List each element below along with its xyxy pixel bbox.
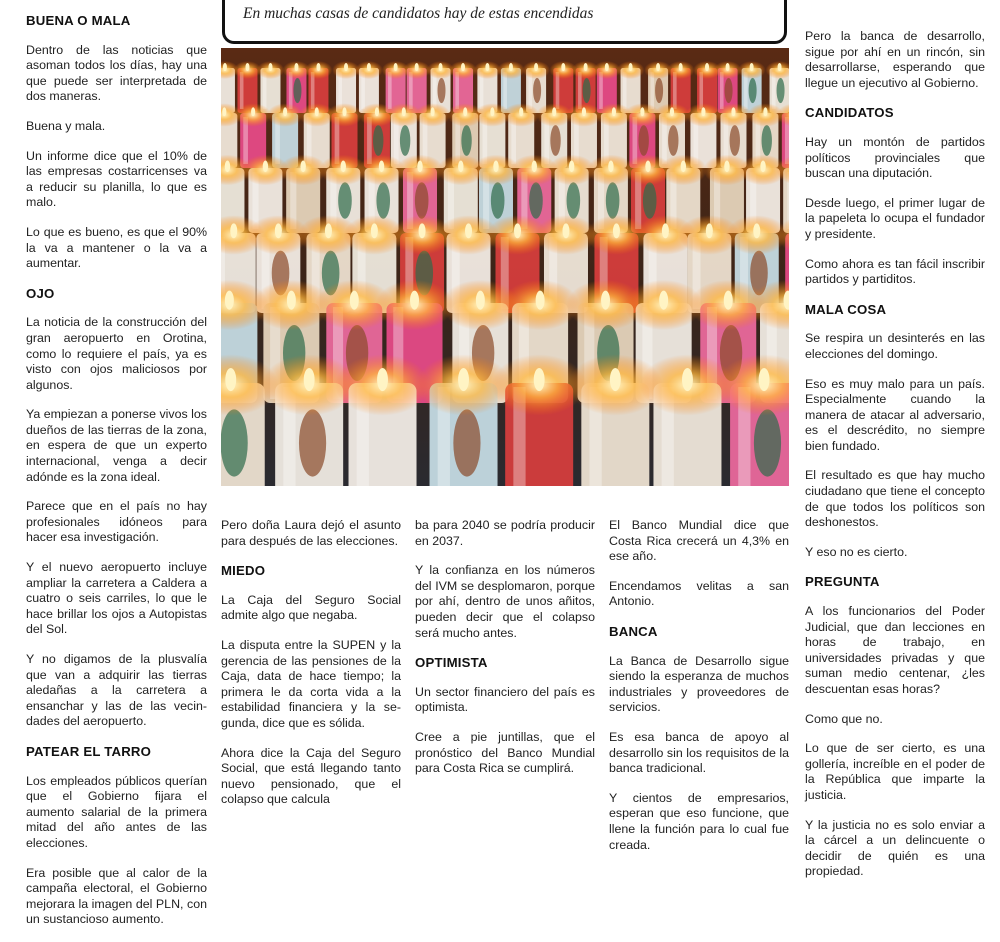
paragraph: La Banca de Desarrollo sigue siendo la esperanza de muchos industriales y proveedores de servicios. <box>609 653 789 715</box>
paragraph: Un informe dice que el 10% de las empresas costarricenses va a reducir su planilla, lo que es malo. <box>26 148 207 210</box>
heading-patear-el-tarro: PATEAR EL TARRO <box>26 743 152 759</box>
paragraph: Como ahora es tan fácil inscribir partidos y partiditos. <box>805 256 985 287</box>
paragraph: Ahora dice la Caja del Seguro Social, que está llegando tanto nuevo pensionado, que el colapso que calcula <box>221 745 401 807</box>
candle <box>335 354 430 486</box>
paragraph: Era posible que al calor de la campaña electoral, el Gobierno mejorara la imagen del PLN, con un sustancioso aumento. <box>26 865 207 927</box>
paragraph: Como que no. <box>805 711 883 726</box>
paragraph: Es esa banca de apoyo al desarrollo sin los requisitos de la banca tradicional. <box>609 729 789 776</box>
caption-box <box>222 0 787 44</box>
paragraph: El Banco Mundial dice que Costa Rica crecerá un 4,3% en ese año. <box>609 518 789 564</box>
heading-miedo: MIEDO <box>221 563 266 579</box>
paragraph: Y la confianza en los números del IVM se desplomaron, porque por ahí, dentro de unos añitos, pueden decir que el colapso será mucho antes. <box>415 563 595 640</box>
paragraph: A los funcionarios del Poder Judicial, que dan lecciones en horas de trabajo, en universidades privadas y que suman medio centenar, ¿les descuentan esas horas? <box>805 604 985 696</box>
paragraph: Desde luego, el primer lugar de la papeleta lo ocupa el fundador y presidente. <box>805 195 985 241</box>
paragraph: Dentro de las noticias que asoman todos los días, hay una que puede ser interpretada de dos maneras. <box>26 42 207 104</box>
paragraph: Y cientos de empresarios, esperan que eso funcione, que llene la función para lo cual fue creada. <box>609 790 789 852</box>
heading-candidatos: CANDIDATOS <box>805 105 894 121</box>
heading-mala-cosa: MALA COSA <box>805 301 887 317</box>
paragraph: Pero la banca de desarrollo, sigue por ahí en un rincón, sin desarrollarse, esperando que llegue un ejecutivo al Gobierno. <box>805 29 985 90</box>
paragraph: Y eso no es cierto. <box>805 544 908 559</box>
paragraph: El resultado es que hay mucho ciudadano que tiene el concepto de que todos los políticos son deshonestos. <box>805 468 985 530</box>
candles-photo <box>221 48 789 486</box>
heading-ojo: OJO <box>26 285 55 301</box>
paragraph: Buena y mala. <box>26 118 106 133</box>
paragraph: Eso es muy malo para un país. Especialmente cuando la manera de atacar al adversario, es el descrédito, no siempre bien fundado. <box>805 376 985 453</box>
paragraph: La disputa entre la SUPEN y la gerencia de las pensiones de la Caja, data de hace tiempo; la primera le da corta vida a la estabilidad financiera y la segunda, dice que es sólida. <box>221 637 401 730</box>
heading-buena-o-mala: BUENA O MALA <box>26 13 131 28</box>
paragraph: Lo que de ser cierto, es una gollería, increíble en el poder de la República que imparte la justicia. <box>805 741 985 802</box>
photo-caption: En muchas casas de candidatos hay de estas encendidas <box>243 5 594 22</box>
paragraph: Parece que en el país no hay profesionales idóneos para hacer esa investigación. <box>26 499 207 545</box>
paragraph: Lo que es bueno, es que el 90% la va a mantener o la va a aumentar. <box>26 224 207 271</box>
paragraph: Cree a pie juntillas, que el pronóstico del Banco Mundial para Costa Rica se cumplirá. <box>415 729 595 776</box>
paragraph: Hay un montón de partidos políticos provinciales que buscan una diputación. <box>805 134 985 181</box>
paragraph: La Caja del Seguro Social admite algo que negaba. <box>221 592 401 623</box>
paragraph: Ya empiezan a ponerse vivos los dueños de las tierras de la zona, en espera de que un experto internacional, venga a decir adónde es la zona ideal. <box>26 407 207 484</box>
column-4 <box>609 518 789 867</box>
heading-pregunta: PREGUNTA <box>805 574 880 590</box>
paragraph: Un sector financiero del país es optimista. <box>415 684 595 715</box>
paragraph: Y no digamos de la plusvalía que van a adquirir las tierras aledañas a la carretera a ensanchar y las de las vecindades del aeropuerto. <box>26 652 207 729</box>
paragraph: Encendamos velitas a san Antonio. <box>609 578 789 609</box>
heading-optimista: OPTIMISTA <box>415 655 488 671</box>
paragraph: Y la justicia no es solo enviar a la cárcel a un delincuente o decidir de quién es una propiedad. <box>805 817 985 879</box>
paragraph: ba para 2040 se podría producir en 2037. <box>415 518 595 548</box>
paragraph: Los empleados públicos querían que el Gobierno fijara el aumento salarial de la primera mitad del año antes de las elecciones. <box>26 773 207 850</box>
paragraph: Se respira un desinterés en las elecciones del domingo. <box>805 331 985 361</box>
paragraph: Y el nuevo aeropuerto incluye ampliar la carretera a Caldera a cuatro o seis carriles, lo que le hace brillar los ojos a Autopistas del Sol. <box>26 560 207 637</box>
column-3 <box>415 518 595 791</box>
column-1 <box>26 13 207 942</box>
column-2 <box>221 518 401 822</box>
column-5 <box>805 29 985 894</box>
paragraph: La noticia de la construcción del gran aeropuerto en Orotina, como lo requiere el país, ya es visto con ojos maliciosos por algunos. <box>26 315 207 392</box>
paragraph: Pero doña Laura dejó el asunto para después de las elecciones. <box>221 518 401 548</box>
heading-banca: BANCA <box>609 623 658 639</box>
